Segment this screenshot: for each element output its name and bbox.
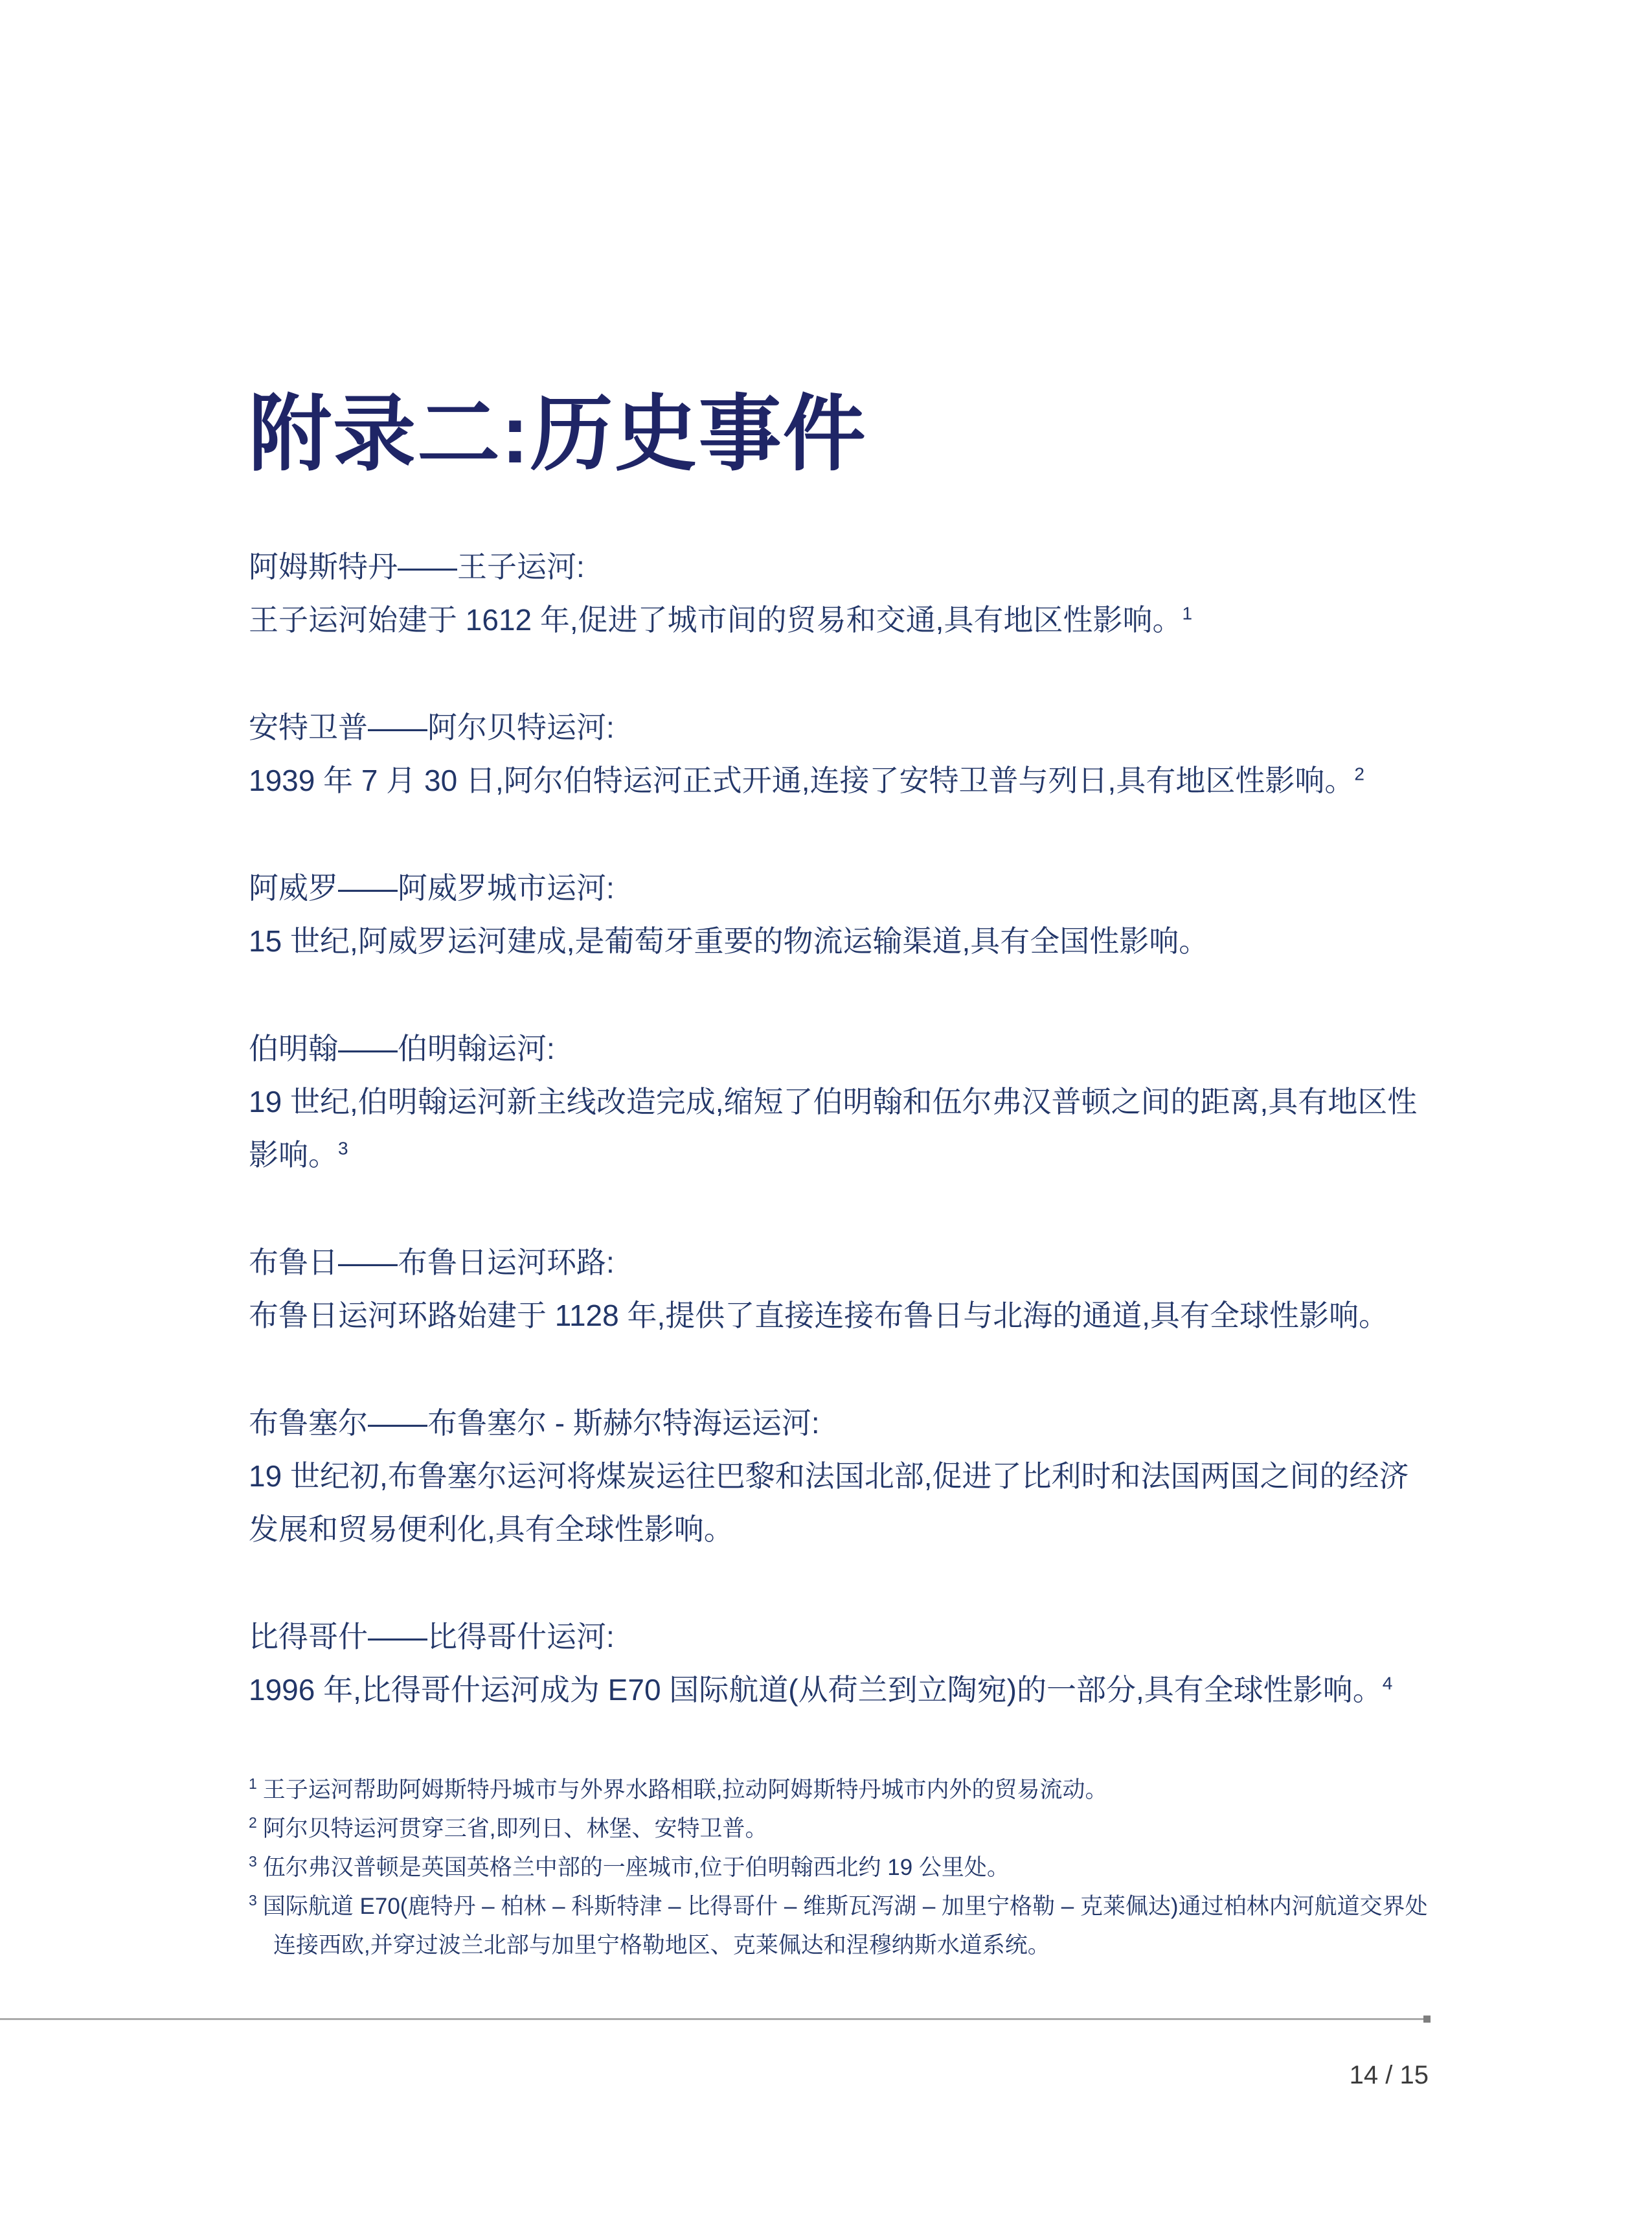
footnotes: [249, 1771, 1429, 1965]
section-heading: 布鲁日——布鲁日运河环路:: [249, 1245, 615, 1279]
section-body-text: 1939 年 7 月 30 日,阿尔伯特运河正式开通,连接了安特卫普与列日,具有地区性影响。: [249, 764, 1355, 797]
section-heading: 阿威罗——阿威罗城市运河:: [249, 871, 615, 905]
section-aveiro: [249, 861, 1429, 968]
section-body: [249, 593, 1429, 646]
section-amsterdam: [249, 540, 1429, 646]
section-body: [249, 1663, 1429, 1716]
section-bydgoszcz: [249, 1610, 1429, 1716]
section-body-text: 15 世纪,阿威罗运河建成,是葡萄牙重要的物流运输渠道,具有全国性影响。: [249, 924, 1209, 958]
footnote-marker: 1: [249, 1775, 257, 1793]
section-heading: 布鲁塞尔——布鲁塞尔 - 斯赫尔特海运运河:: [249, 1406, 820, 1440]
page-title: 附录二:历史事件: [249, 388, 867, 481]
section-heading: 安特卫普——阿尔贝特运河:: [249, 710, 615, 744]
section-brussels: [249, 1396, 1429, 1556]
section-bruges: [249, 1236, 1429, 1342]
section-heading: 比得哥什——比得哥什运河:: [249, 1620, 615, 1653]
section-birmingham: [249, 1022, 1429, 1181]
page-content: [249, 0, 1429, 1965]
footer-divider: [0, 2018, 1429, 2020]
section-heading: 伯明翰——伯明翰运河:: [249, 1032, 555, 1065]
section-body-text: 1996 年,比得哥什运河成为 E70 国际航道(从荷兰到立陶宛)的一部分,具有全球性影响。: [249, 1673, 1383, 1707]
section-heading: 阿姆斯特丹——王子运河:: [249, 550, 585, 584]
footnote-text: 阿尔贝特运河贯穿三省,即列日、林堡、安特卫普。: [262, 1816, 768, 1841]
footnote-1: [249, 1771, 1429, 1810]
footnote-ref: 3: [338, 1138, 348, 1159]
section-body-text: 19 世纪初,布鲁塞尔运河将煤炭运往巴黎和法国北部,促进了比利时和法国两国之间的经济发展和贸易便利化,具有全球性影响。: [249, 1459, 1409, 1546]
footnote-marker: 3: [249, 1853, 257, 1870]
footnote-2: [249, 1810, 1429, 1848]
divider-endpoint-square: [1423, 2016, 1431, 2023]
section-body: [249, 1449, 1429, 1556]
section-body: [249, 914, 1429, 968]
page-number: 14 / 15: [1349, 2061, 1429, 2089]
section-antwerp: [249, 701, 1429, 807]
section-body: [249, 1075, 1429, 1181]
footnote-3: [249, 1848, 1429, 1887]
footnote-text: 王子运河帮助阿姆斯特丹城市与外界水路相联,拉动阿姆斯特丹城市内外的贸易流动。: [262, 1777, 1108, 1802]
footnote-ref: 1: [1182, 603, 1193, 624]
footnote-ref: 4: [1382, 1673, 1393, 1694]
section-body: [249, 754, 1429, 807]
section-body-text: 19 世纪,伯明翰运河新主线改造完成,缩短了伯明翰和伍尔弗汉普顿之间的距离,具有地区性影响。: [249, 1085, 1418, 1172]
section-body-text: 王子运河始建于 1612 年,促进了城市间的贸易和交通,具有地区性影响。: [249, 603, 1182, 637]
section-body: [249, 1289, 1429, 1342]
section-body-text: 布鲁日运河环路始建于 1128 年,提供了直接连接布鲁日与北海的通道,具有全球性影响。: [249, 1299, 1389, 1332]
footnote-4: [249, 1887, 1429, 1965]
footnote-marker: 2: [249, 1814, 257, 1832]
footnote-text: 伍尔弗汉普顿是英国英格兰中部的一座城市,位于伯明翰西北约 19 公里处。: [262, 1855, 1010, 1880]
footnote-ref: 2: [1354, 764, 1364, 784]
footnote-marker: 3: [249, 1892, 257, 1909]
footnote-text: 国际航道 E70(鹿特丹 – 柏林 – 科斯特津 – 比得哥什 – 维斯瓦泻湖 – 加里宁格勒 – 克莱佩达)通过柏林内河航道交界处连接西欧,并穿过波兰北部与加里宁格勒地区、克莱佩达和涅穆纳斯水道系统。: [262, 1894, 1428, 1958]
